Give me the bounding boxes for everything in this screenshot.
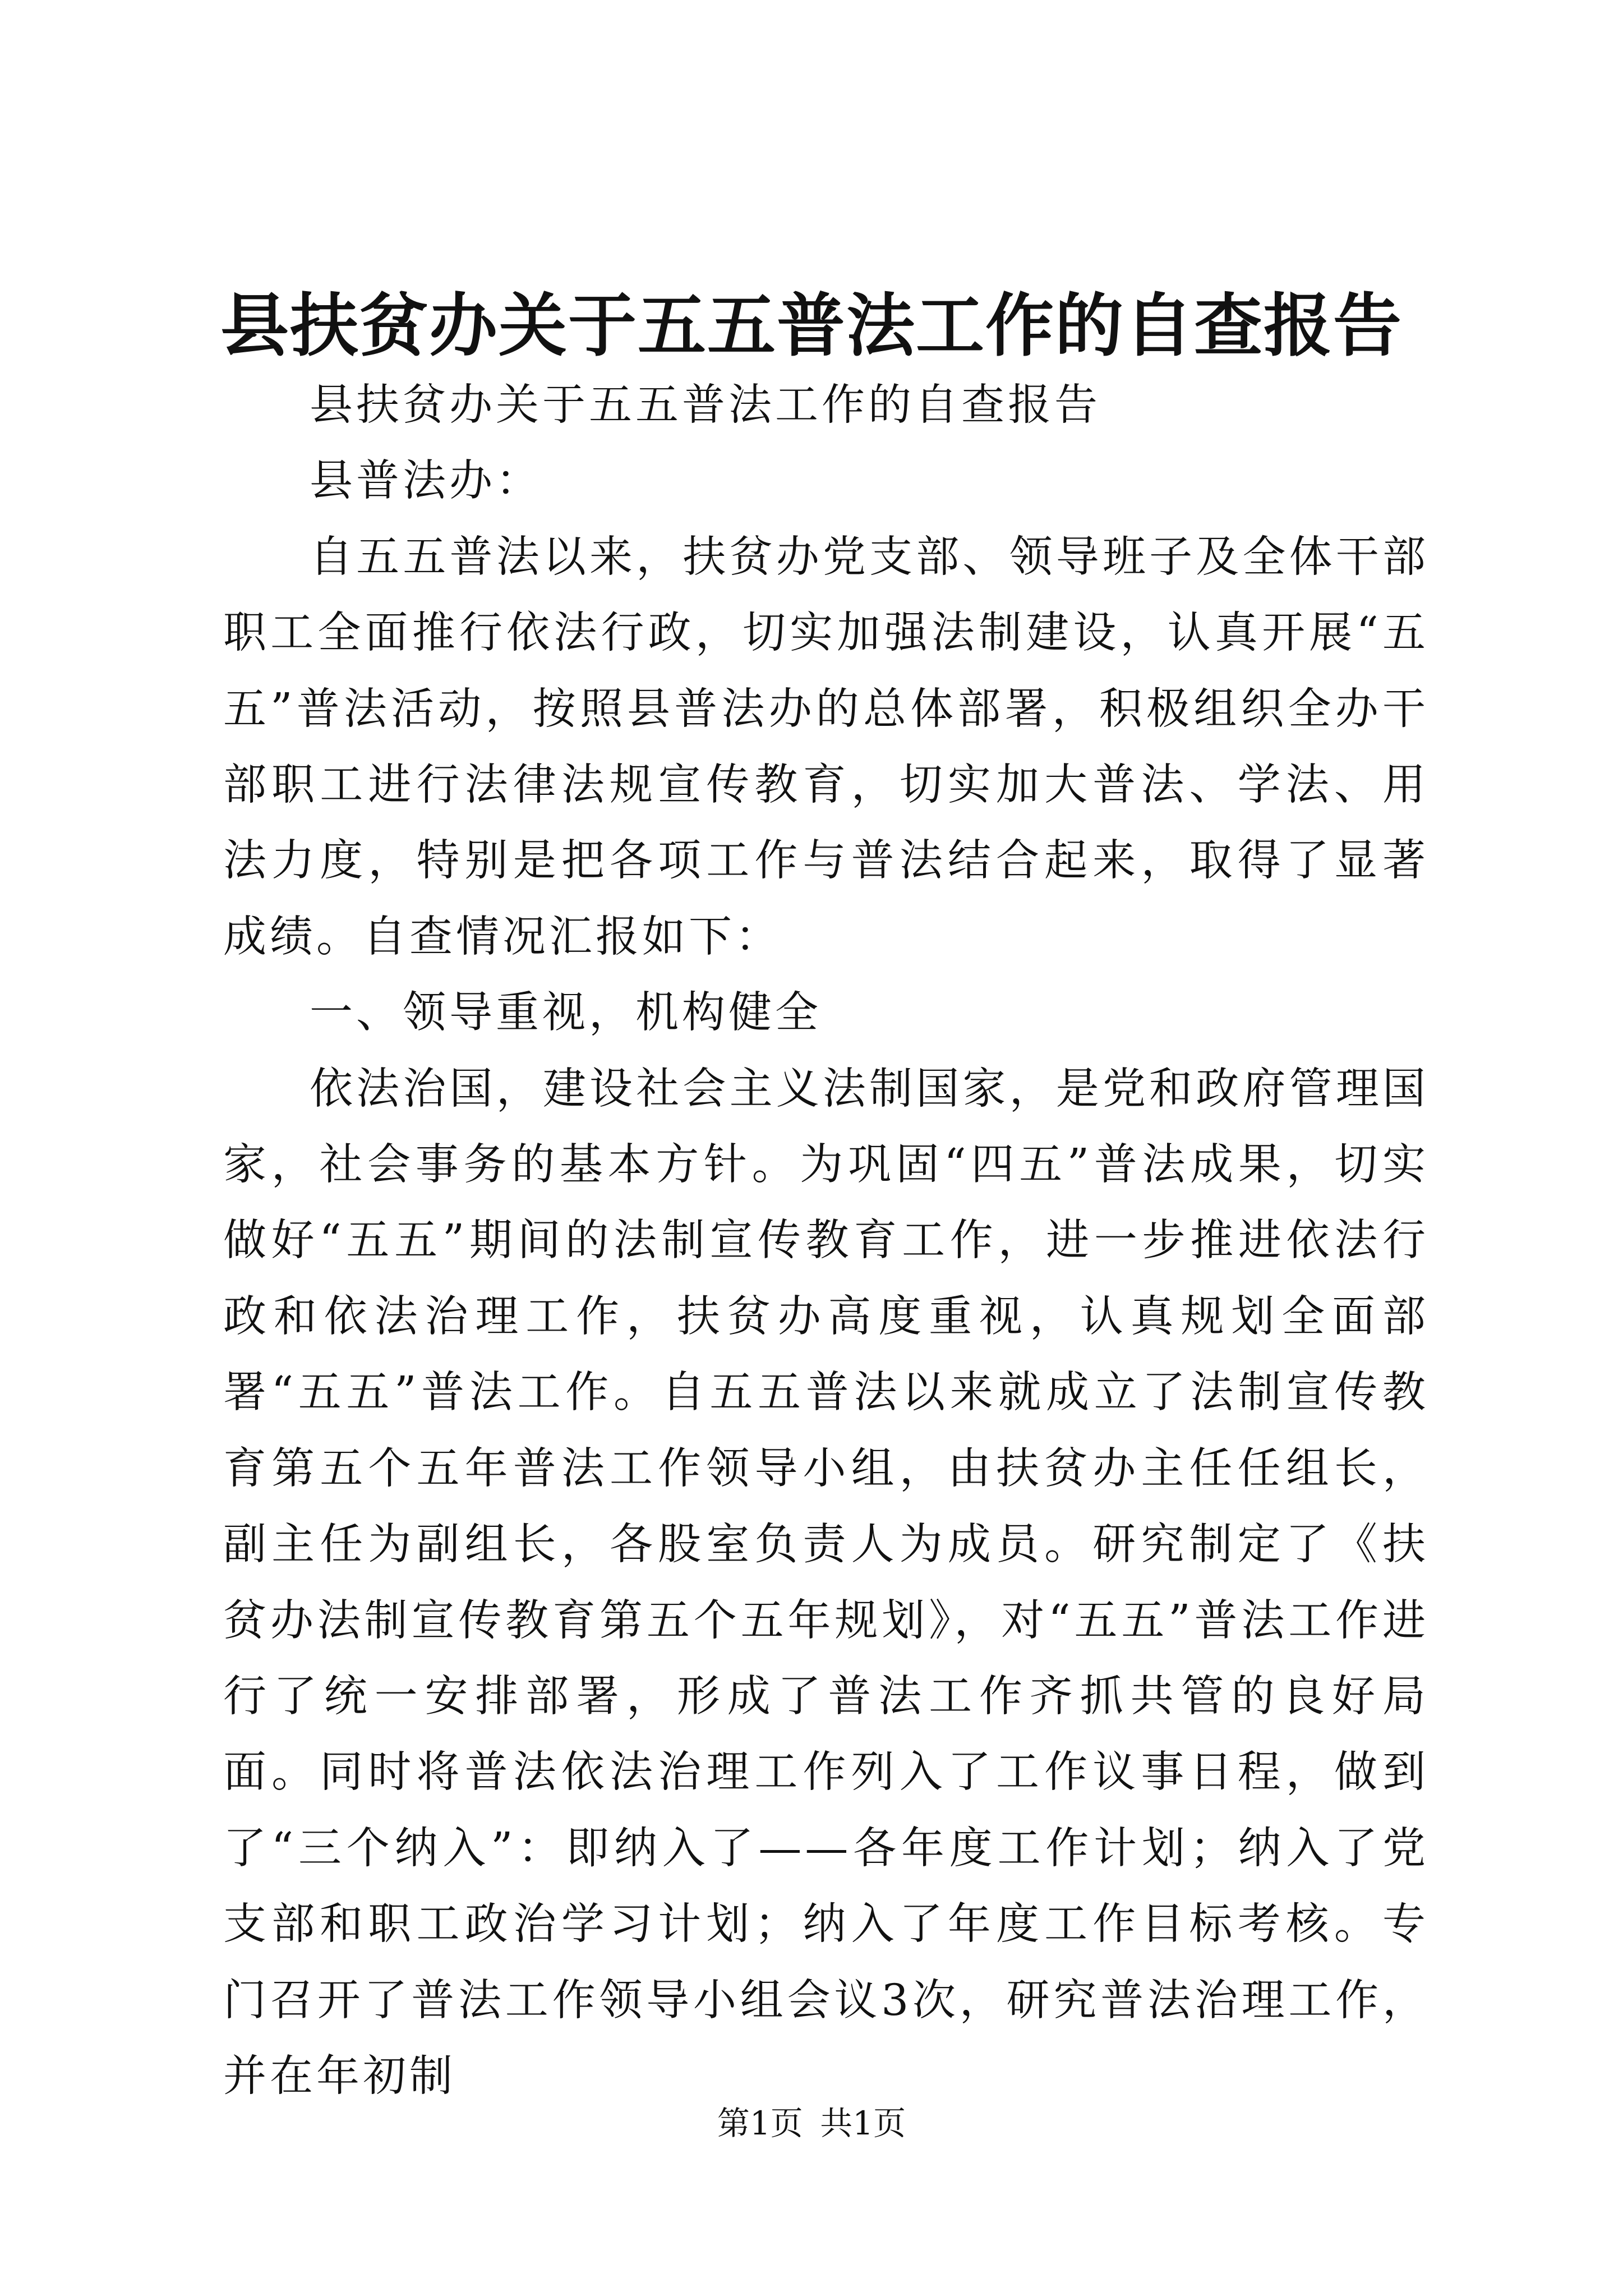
salutation-paragraph: 县普法办： <box>310 456 542 507</box>
page-footer <box>0 2101 1623 2146</box>
page-number: 第1页 <box>717 2104 803 2142</box>
section-heading: 一、领导重视，机构健全 <box>310 988 822 1038</box>
document-body <box>223 367 1429 2114</box>
body-subtitle-paragraph: 县扶贫办关于五五普法工作的自查报告 <box>310 380 1101 430</box>
section-body-paragraph: 依法治国，建设社会主义法制国家，是党和政府管理国家，社会事务的基本方针。为巩固“四五”普法成果，切实做好“五五”期间的法制宣传教育工作，进一步推进依法行政和依法治理工作，扶贫办高度重视，认真规划全面部署“五五”普法工作。自五五普法以来就成立了法制宣传教育第五个五年普法工作领导小组，由扶贫办主任任组长，副主任为副组长，各股室负责人为成员。研究制定了《扶贫办法制宣传教育第五个五年规划》，对“五五”普法工作进行了统一安排部署，形成了普法工作齐抓共管的良好局面。同时将普法依法治理工作列入了工作议事日程，做到了“三个纳入”：即纳入了——各年度工作计划；纳入了党支部和职工政治学习计划；纳入了年度工作目标考核。专门召开了普法工作领导小组会议3次，研究普法治理工作，并在年初制 <box>223 1064 1429 2101</box>
total-pages: 共1页 <box>820 2104 906 2142</box>
document-title: 县扶贫办关于五五普法工作的自查报告 <box>220 285 1403 366</box>
intro-paragraph: 自五五普法以来，扶贫办党支部、领导班子及全体干部职工全面推行依法行政，切实加强法制建设，认真开展“五五”普法活动，按照县普法办的总体部署，积极组织全办干部职工进行法律法规宣传教育，切实加大普法、学法、用法力度，特别是把各项工作与普法结合起来，取得了显著成绩。自查情况汇报如下： <box>223 532 1429 962</box>
